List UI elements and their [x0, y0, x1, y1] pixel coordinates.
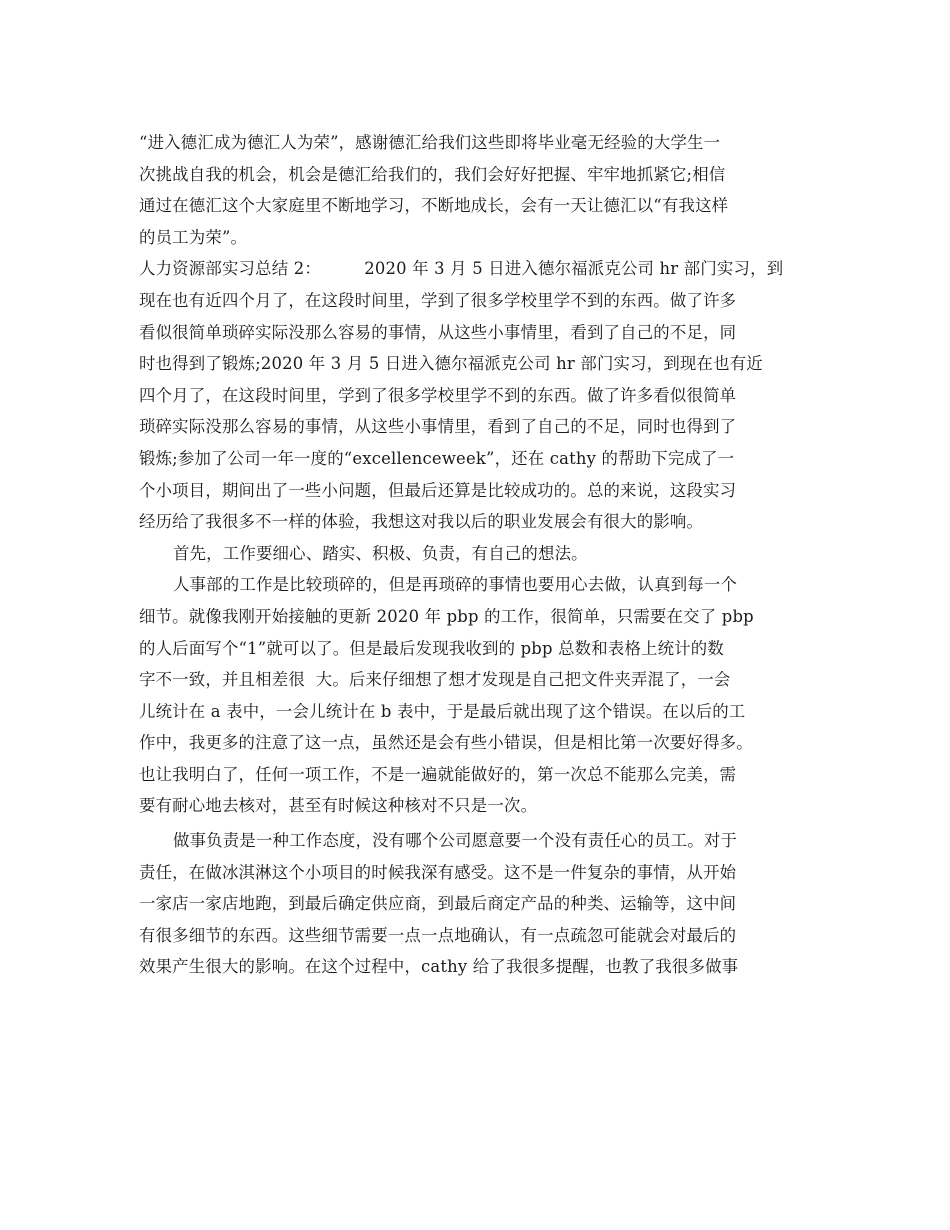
paragraph-first-line: 首先，工作要细心、踏实、积极、负责，有自己的想法。 — [173, 543, 588, 563]
text-line: 字不一致，并且相差很 大。后来仔细想了想才发现是自己把文件夹弄混了，一会 — [139, 670, 731, 690]
text-line: 四个月了，在这段时间里，学到了很多学校里学不到的东西。做了许多看似很简单 — [139, 385, 737, 405]
text-line: 锻炼;参加了公司一年一度的“excellenceweek”，还在 cathy 的帮助下完成了一 — [139, 448, 735, 468]
text-line: 要有耐心地去核对，甚至有时候这种核对不只是一次。 — [139, 796, 538, 816]
text-line: 责任，在做冰淇淋这个小项目的时候我深有感受。这不是一件复杂的事情，从开始 — [139, 862, 737, 882]
text-line: 现在也有近四个月了，在这段时间里，学到了很多学校里学不到的东西。做了许多 — [139, 290, 737, 310]
text-line: 有很多细节的东西。这些细节需要一点一点地确认，有一点疏忽可能就会对最后的 — [139, 925, 737, 945]
text-line: 效果产生很大的影响。在这个过程中，cathy 给了我很多提醒，也教了我很多做事 — [139, 957, 739, 977]
text-line: 的员工为荣”。 — [139, 227, 248, 247]
text-line: 一家店一家店地跑，到最后确定供应商，到最后商定产品的种类、运输等，这中间 — [139, 894, 737, 914]
text-line: 的人后面写个“1”就可以了。但是最后发现我收到的 pbp 总数和表格上统计的数 — [139, 638, 724, 658]
text-line: 儿统计在 a 表中，一会儿统计在 b 表中，于是最后就出现了这个错误。在以后的工 — [139, 701, 746, 721]
text-line: 通过在德汇这个大家庭里不断地学习，不断地成长，会有一天让德汇以“有我这样 — [139, 196, 729, 216]
text-line: 也让我明白了，任何一项工作，不是一遍就能做好的，第一次总不能那么完美，需 — [139, 764, 737, 784]
text-line: 看似很简单琐碎实际没那么容易的事情，从这些小事情里，看到了自己的不足，同 — [139, 322, 737, 342]
text-line: 时也得到了锻炼;2020 年 3 月 5 日进入德尔福派克公司 hr 部门实习，到现在也有近 — [139, 354, 763, 374]
text-line: 经历给了我很多不一样的体验，我想这对我以后的职业发展会有很大的影响。 — [139, 512, 704, 532]
text-line: 次挑战自我的机会，机会是德汇给我们的，我们会好好把握、牢牢地抓紧它;相信 — [139, 164, 726, 184]
document-body — [139, 127, 819, 983]
text-line: 作中，我更多的注意了这一点，虽然还是会有些小错误，但是相比第一次要好得多。 — [139, 733, 753, 753]
text-line: 细节。就像我刚开始接触的更新 2020 年 pbp 的工作，很简单，只需要在交了 pbp — [139, 606, 754, 626]
paragraph-first-line: 人事部的工作是比较琐碎的，但是再琐碎的事情也要用心去做，认真到每一个 — [173, 575, 738, 595]
text-line: “进入德汇成为德汇人为荣”，感谢德汇给我们这些即将毕业毫无经验的大学生一 — [139, 133, 721, 152]
text-line: 琐碎实际没那么容易的事情，从这些小事情里，看到了自己的不足，同时也得到了 — [139, 417, 737, 437]
text-line: 个小项目，期间出了一些小问题，但最后还算是比较成功的。总的来说，这段实习 — [139, 480, 737, 500]
paragraph-first-line: 做事负责是一种工作态度，没有哪个公司愿意要一个没有责任心的员工。对于 — [173, 831, 738, 851]
section-heading-line: 人力资源部实习总结 2： 2020 年 3 月 5 日进入德尔福派克公司 hr 部门实习，到 — [139, 259, 784, 279]
